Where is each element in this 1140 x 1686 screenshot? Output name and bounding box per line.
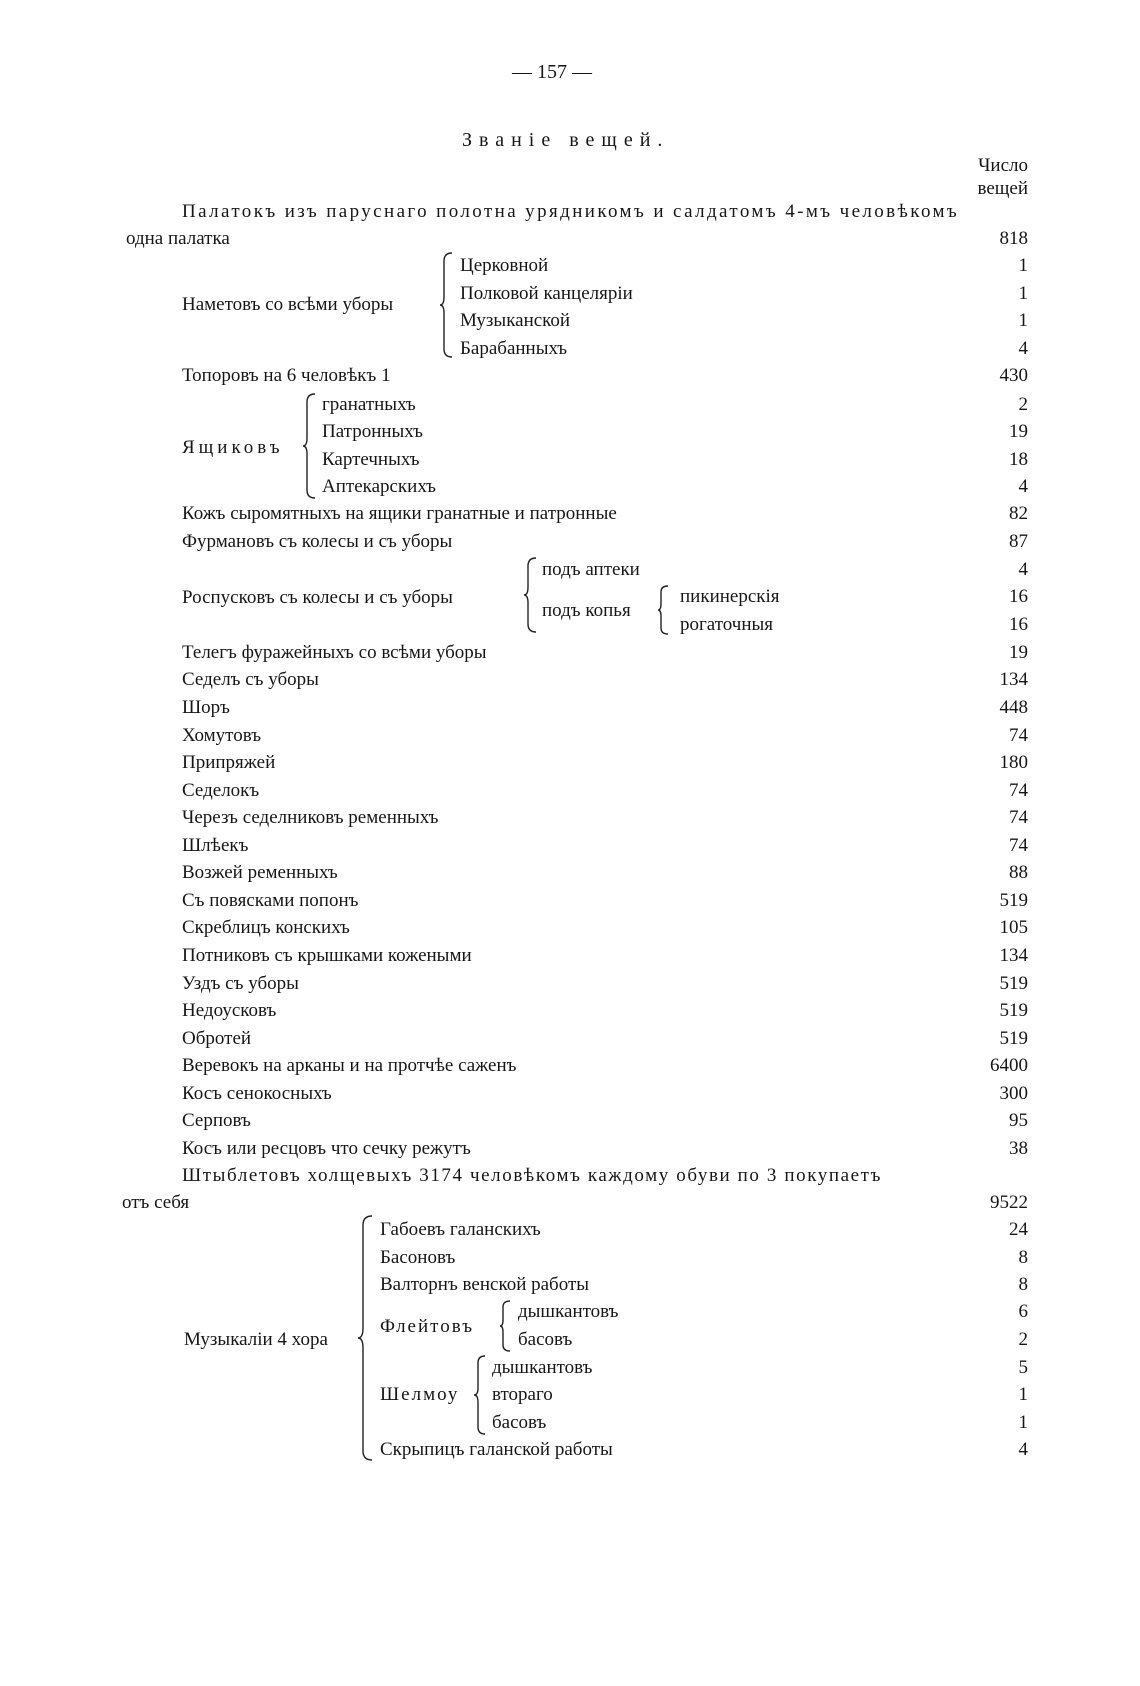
shtibletov-qty: 9522 (990, 1192, 1028, 1213)
item-qty-14: 519 (999, 1028, 1028, 1049)
item-label-18: Косъ или ресцовъ что сечку режутъ (182, 1138, 471, 1159)
yashchikov-item-1: Патронныхъ (322, 421, 423, 442)
item-qty-4: 180 (999, 752, 1028, 773)
palatok-label-line1: Палатокъ изъ паруснаго полотна урядникомъ и салдатомъ 4-мъ человѣкомъ (182, 201, 960, 222)
item-qty-17: 95 (1009, 1110, 1028, 1131)
item-qty-16: 300 (999, 1083, 1028, 1104)
shelmou-item-1: втораго (492, 1384, 553, 1405)
item-label-4: Припряжей (182, 752, 276, 773)
muzykalii-label: Музыкаліи 4 хора (184, 1329, 328, 1350)
item-qty-13: 519 (999, 1000, 1028, 1021)
raspuskov-apteki: подъ аптеки (542, 559, 640, 580)
toporov-qty: 430 (999, 365, 1028, 386)
item-label-3: Хомутовъ (182, 725, 262, 746)
palatok-label-line2: одна палатка (126, 228, 230, 249)
fleitov-item-1: басовъ (518, 1329, 573, 1350)
item-label-7: Шлѣекъ (182, 835, 249, 856)
palatok-qty: 818 (999, 228, 1028, 249)
nametov-qty-0: 1 (1018, 255, 1028, 276)
skripits-qty: 4 (1018, 1439, 1028, 1460)
nametov-qty-2: 1 (1018, 310, 1028, 331)
fleitov-qty-0: 6 (1018, 1301, 1028, 1322)
shelmou-qty-0: 5 (1018, 1357, 1028, 1378)
shtibletov-label-line1: Штыблетовъ холщевыхъ 3174 человѣкомъ каждому обуви по 3 покупаетъ (182, 1165, 883, 1186)
raspuskov-kopya-item-1: рогаточныя (680, 614, 774, 635)
shelmou-item-2: басовъ (492, 1412, 547, 1433)
raspuskov-kopya-qty-0: 16 (1009, 586, 1028, 607)
shelmou-qty-2: 1 (1018, 1412, 1028, 1433)
raspuskov-kopya-brace (658, 585, 670, 635)
nametov-item-1: Полковой канцеляріи (460, 283, 633, 304)
item-label-1: Седелъ съ уборы (182, 669, 319, 690)
item-label-6: Черезъ седелниковъ ременныхъ (182, 807, 439, 828)
furmanov-label: Фурмановъ съ колесы и съ уборы (182, 531, 453, 552)
item-qty-7: 74 (1009, 835, 1028, 856)
toporov-label: Топоровъ на 6 человѣкъ 1 (182, 365, 391, 386)
skripits-label: Скрыпицъ галанской работы (380, 1439, 613, 1460)
item-label-11: Потниковъ съ крышками кожеными (182, 945, 472, 966)
item-label-14: Обротей (182, 1028, 252, 1049)
item-qty-15: 6400 (990, 1055, 1028, 1076)
raspuskov-brace (524, 557, 538, 633)
muzykalii-qty-0: 24 (1009, 1219, 1028, 1240)
item-qty-12: 519 (999, 973, 1028, 994)
yashchikov-label: Ящиковъ (182, 437, 284, 458)
raspuskov-kopya: подъ копья (542, 600, 631, 621)
muzykalii-qty-1: 8 (1018, 1247, 1028, 1268)
nametov-brace (440, 252, 454, 358)
item-qty-0: 19 (1009, 642, 1028, 663)
yashchikov-brace (303, 393, 317, 499)
nametov-item-3: Барабанныхъ (460, 338, 568, 359)
item-label-8: Возжей ременныхъ (182, 862, 338, 883)
item-label-5: Седелокъ (182, 780, 260, 801)
item-qty-1: 134 (999, 669, 1028, 690)
item-label-12: Уздъ съ уборы (182, 973, 299, 994)
item-qty-5: 74 (1009, 780, 1028, 801)
fleitov-qty-1: 2 (1018, 1329, 1028, 1350)
nametov-item-2: Музыканской (460, 310, 571, 331)
shelmou-label: Шелмоу (380, 1384, 460, 1405)
column-header-line2: вещей (977, 178, 1028, 199)
fleitov-item-0: дышкантовъ (518, 1301, 619, 1322)
kozh-qty: 82 (1009, 503, 1028, 524)
nametov-qty-1: 1 (1018, 283, 1028, 304)
yashchikov-qty-1: 19 (1009, 421, 1028, 442)
shelmou-brace (474, 1355, 487, 1435)
item-label-17: Серповъ (182, 1110, 251, 1131)
item-label-16: Косъ сенокосныхъ (182, 1083, 332, 1104)
item-label-13: Недоусковъ (182, 1000, 277, 1021)
muzykalii-item-0: Габоевъ галанскихъ (380, 1219, 541, 1240)
item-label-0: Телегъ фуражейныхъ со всѣми уборы (182, 642, 487, 663)
item-qty-8: 88 (1009, 862, 1028, 883)
furmanov-qty: 87 (1009, 531, 1028, 552)
item-label-15: Веревокъ на арканы и на протчѣе саженъ (182, 1055, 517, 1076)
muzykalii-brace (358, 1215, 374, 1461)
raspuskov-kopya-item-0: пикинерскія (680, 586, 780, 607)
item-qty-11: 134 (999, 945, 1028, 966)
item-qty-9: 519 (999, 890, 1028, 911)
muzykalii-qty-2: 8 (1018, 1274, 1028, 1295)
yashchikov-qty-3: 4 (1018, 476, 1028, 497)
nametov-item-0: Церковной (460, 255, 549, 276)
page-number: — 157 — (512, 61, 592, 83)
yashchikov-qty-0: 2 (1018, 394, 1028, 415)
kozh-label: Кожъ сыромятныхъ на ящики гранатные и патронные (182, 503, 617, 524)
yashchikov-item-2: Картечныхъ (322, 449, 420, 470)
item-qty-2: 448 (999, 697, 1028, 718)
item-qty-3: 74 (1009, 725, 1028, 746)
yashchikov-item-3: Аптекарскихъ (322, 476, 436, 497)
muzykalii-item-1: Басоновъ (380, 1247, 456, 1268)
fleitov-label: Флейтовъ (380, 1316, 475, 1337)
page-heading: Званіе вещей. (462, 129, 670, 151)
shtibletov-label-line2: отъ себя (122, 1192, 190, 1213)
raspuskov-kopya-qty-1: 16 (1009, 614, 1028, 635)
item-qty-18: 38 (1009, 1138, 1028, 1159)
shelmou-qty-1: 1 (1018, 1384, 1028, 1405)
yashchikov-item-0: гранатныхъ (322, 394, 416, 415)
item-label-2: Шоръ (182, 697, 230, 718)
item-label-10: Скреблицъ конскихъ (182, 917, 350, 938)
nametov-label: Наметовъ со всѣми уборы (182, 294, 394, 315)
item-qty-6: 74 (1009, 807, 1028, 828)
nametov-qty-3: 4 (1018, 338, 1028, 359)
shelmou-item-0: дышкантовъ (492, 1357, 593, 1378)
item-label-9: Съ повясками попонъ (182, 890, 359, 911)
yashchikov-qty-2: 18 (1009, 449, 1028, 470)
column-header-line1: Число (978, 155, 1028, 176)
muzykalii-item-2: Валторнъ венской работы (380, 1274, 590, 1295)
item-qty-10: 105 (999, 917, 1028, 938)
raspuskov-apteki-qty: 4 (1018, 559, 1028, 580)
raspuskov-label: Роспусковъ съ колесы и съ уборы (182, 587, 453, 608)
fleitov-brace (500, 1300, 512, 1352)
